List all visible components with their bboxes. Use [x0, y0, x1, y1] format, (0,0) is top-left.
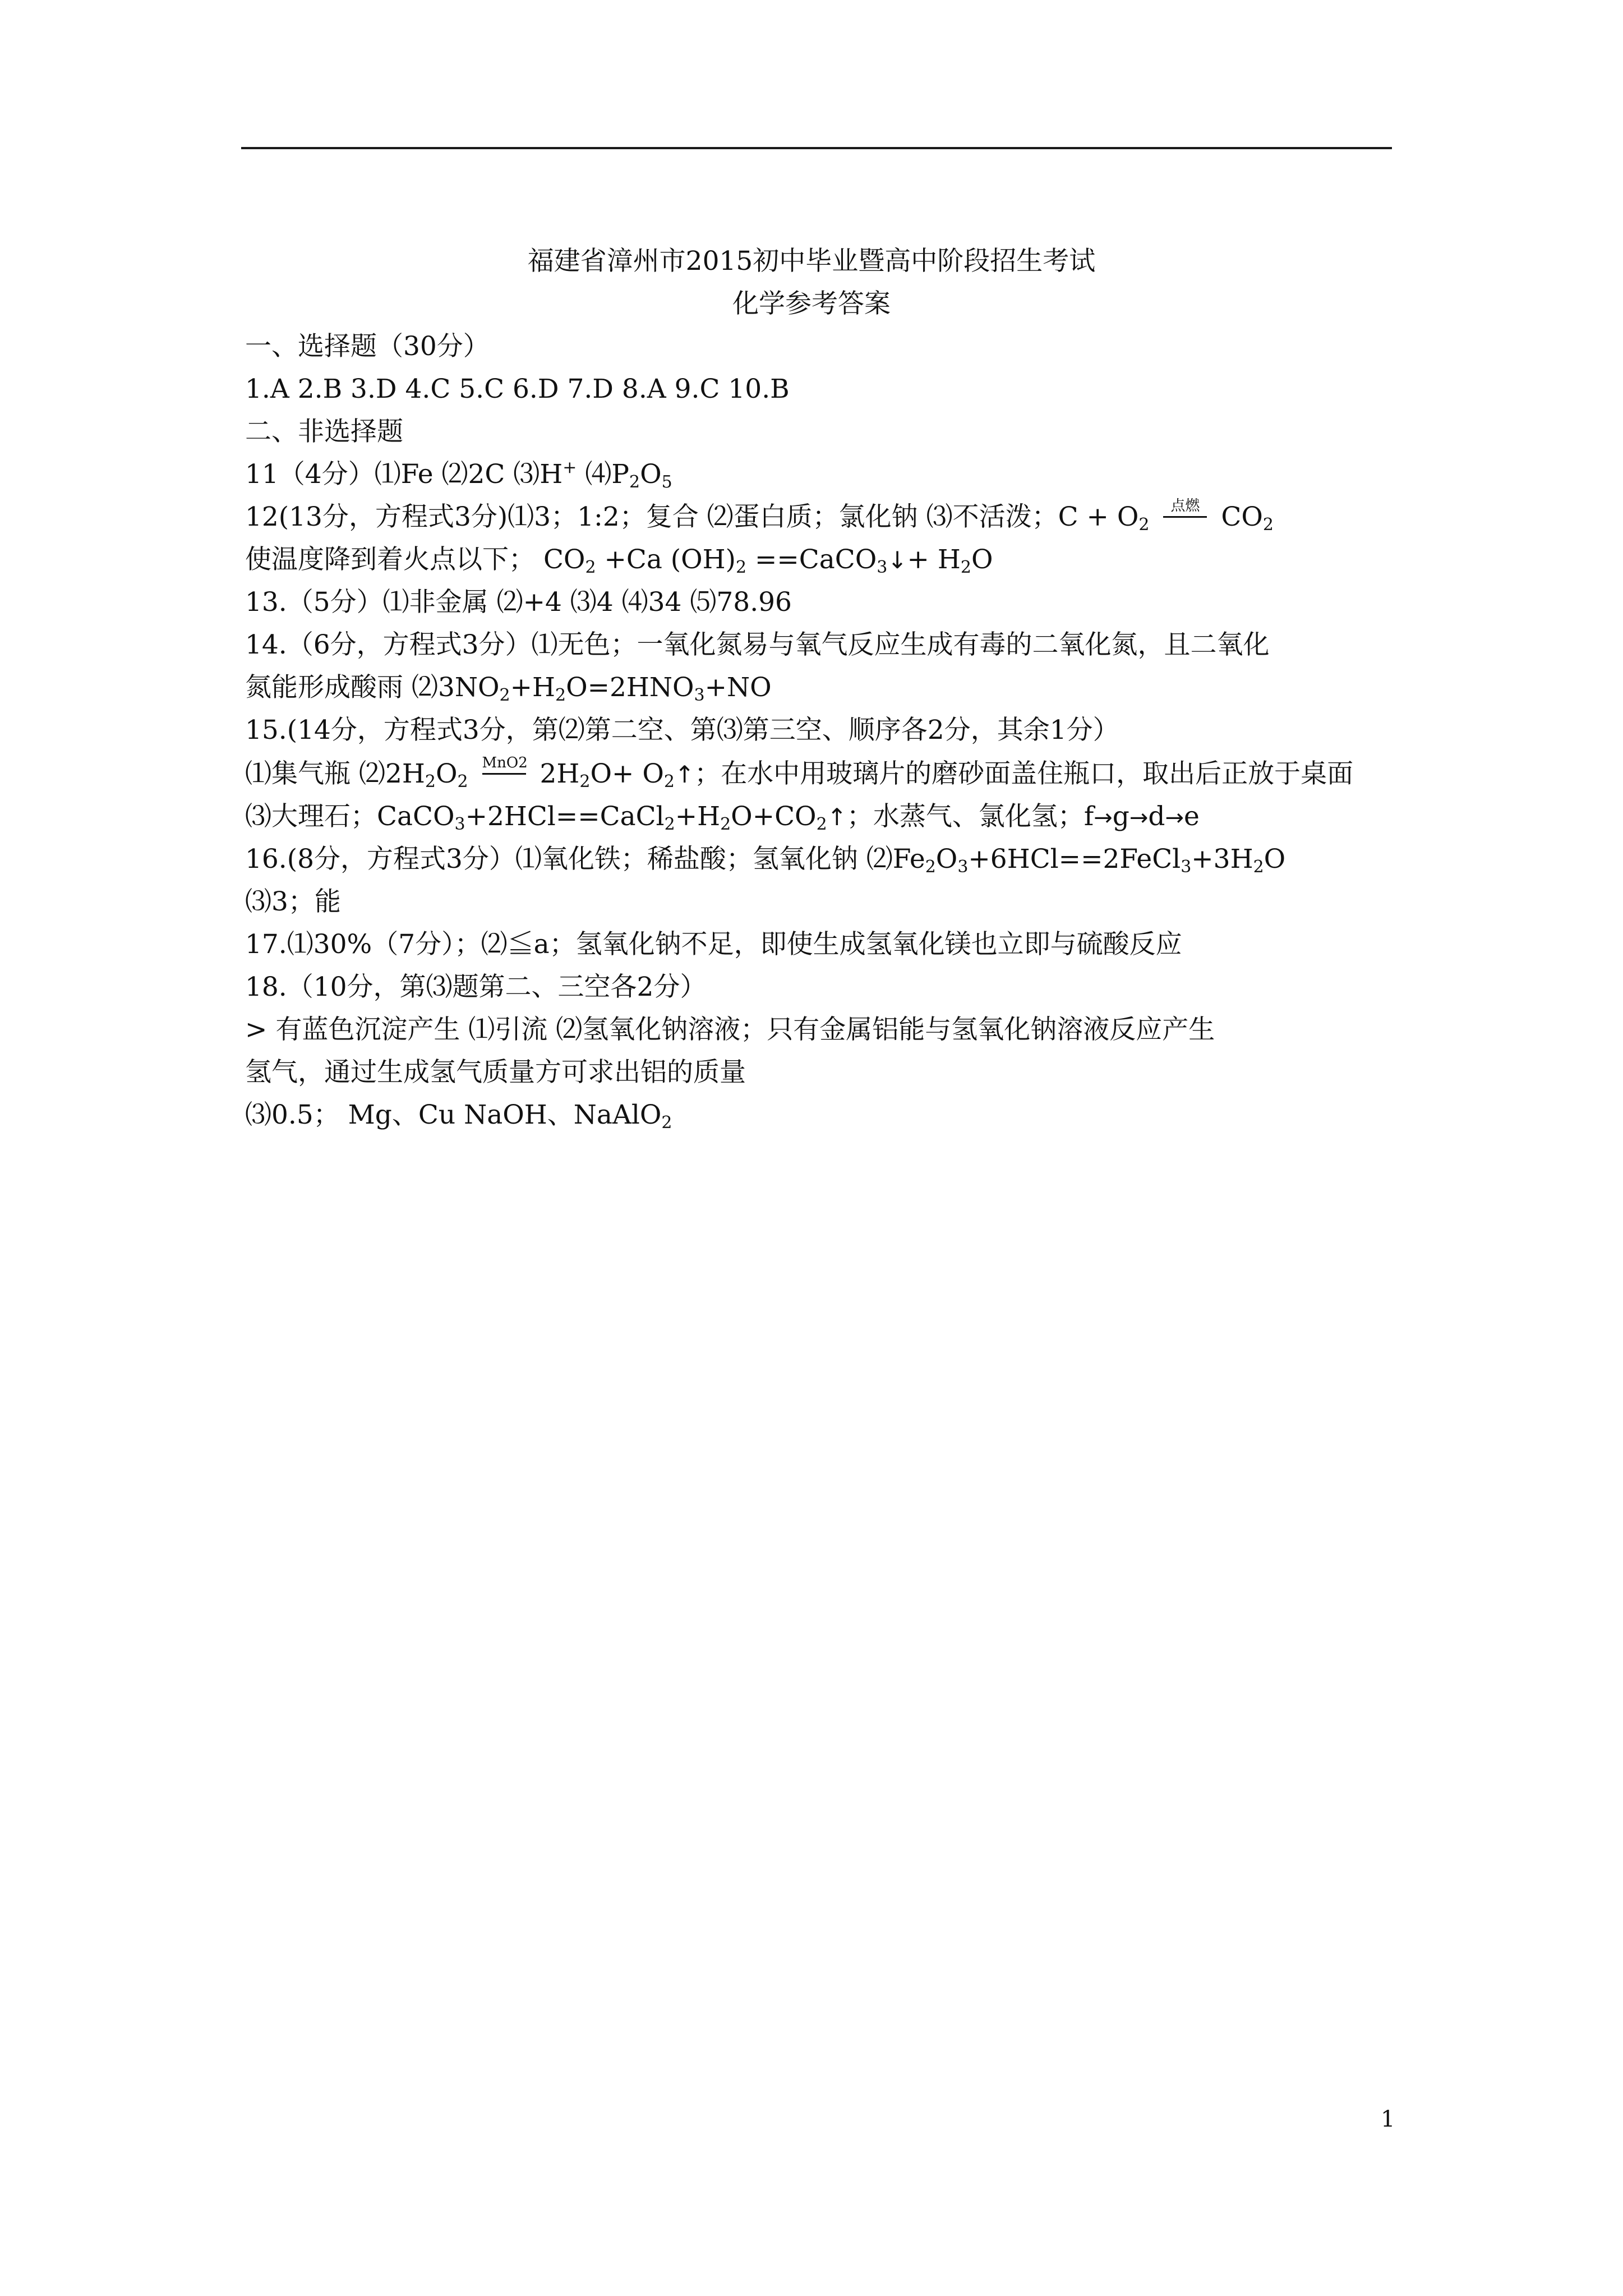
q15-g: g	[1112, 801, 1129, 832]
q14-sub: 3	[694, 685, 705, 705]
q15-sub: 2	[664, 815, 675, 834]
condition-bar	[482, 773, 526, 775]
q11-o: O	[640, 459, 662, 490]
q12-sub: 2	[585, 558, 596, 577]
q18-line4-a: ⑶0.5； Mg、Cu NaOH、NaAlO	[245, 1099, 662, 1130]
q15-line1: 15.(14分，方程式3分，第⑵第二空、第⑶第三空、顺序各2分，其余1分）	[245, 715, 1119, 746]
q16-line1-a: 16.(8分，方程式3分）⑴氧化铁；稀盐酸；氢氧化钠 ⑵Fe	[245, 844, 925, 875]
q16-line1-e: O	[1264, 844, 1286, 875]
q12-sub: 2	[1138, 515, 1150, 535]
q12-line2-b: +Ca (OH)	[596, 544, 736, 575]
q12-sub: 2	[735, 558, 747, 577]
q11-mid: ⑷P	[577, 459, 630, 490]
q15-line3-c: +H	[675, 801, 721, 832]
section1-heading: 一、选择题（30分）	[245, 331, 490, 362]
q13-answer: 13.（5分）⑴非金属 ⑵+4 ⑶4 ⑷34 ⑸78.96	[245, 587, 792, 618]
section1-answers: 1.A 2.B 3.D 4.C 5.C 6.D 7.D 8.A 9.C 10.B	[245, 374, 790, 404]
q14-line2	[245, 671, 772, 705]
q16-line1-d: +3H	[1191, 844, 1253, 875]
q15-sub: 2	[457, 772, 468, 792]
q15-line2-b: 2H	[540, 758, 580, 789]
q15-line2	[245, 754, 1354, 792]
q12-line1	[245, 500, 1274, 534]
q16-line1	[245, 843, 1285, 876]
right-arrow-icon: →	[1129, 805, 1149, 831]
reaction-condition	[482, 754, 528, 784]
q16-sub: 2	[1253, 857, 1264, 877]
q15-e: e	[1184, 801, 1200, 832]
q14-line2-a: 氮能形成酸雨 ⑵3NO	[245, 672, 500, 703]
q18-line1: 18.（10分，第⑶题第二、三空各2分）	[245, 972, 707, 1002]
condition-label: 点燃	[1170, 498, 1200, 514]
q12-line2-c: ==CaCO	[746, 544, 877, 575]
q12-sub: 2	[960, 558, 971, 577]
q12-line2-a: 使温度降到着火点以下； CO	[245, 544, 585, 575]
q12-sub: 2	[1262, 515, 1274, 535]
q18-sub: 2	[661, 1113, 672, 1133]
q12-line2-d: + H	[907, 544, 961, 575]
reaction-condition	[1163, 498, 1207, 527]
gas-arrow-icon: ↑	[827, 803, 847, 831]
q15-sub: 2	[720, 815, 731, 834]
q16-line2: ⑶3；能	[245, 886, 341, 917]
q16-sub: 3	[1181, 857, 1192, 877]
q15-line3-e: ；水蒸气、氯化氢；f	[846, 801, 1094, 832]
document-subtitle: 化学参考答案	[732, 288, 891, 319]
q15-o: O	[435, 758, 458, 789]
document-title: 福建省漳州市2015初中毕业暨高中阶段招生考试	[527, 246, 1096, 277]
q16-sub: 2	[925, 857, 936, 877]
q15-line2-d: ；在水中用玻璃片的磨砂面盖住瓶口，取出后正放于桌面	[694, 758, 1354, 789]
q15-line3-a: ⑶大理石；CaCO	[245, 801, 455, 832]
q15-line2-a: ⑴集气瓶 ⑵2H	[245, 758, 425, 789]
right-arrow-icon: →	[1165, 805, 1184, 831]
q14-sub: 2	[499, 685, 510, 705]
q12-text: 12(13分，方程式3分)⑴3；1:2；复合 ⑵蛋白质；氯化钠 ⑶不活泼；C + O	[245, 501, 1139, 532]
q14-line2-d: +NO	[704, 672, 772, 703]
q12-sub: 3	[877, 558, 888, 577]
q12-line2-e: O	[971, 544, 993, 575]
page-number: 1	[1381, 2106, 1395, 2132]
q14-line2-c: O=2HNO	[566, 672, 694, 703]
gas-arrow-icon: ↑	[674, 761, 695, 788]
q16-line1-c: +6HCl==2FeCl	[968, 844, 1181, 875]
q11-sub: 5	[661, 472, 672, 492]
q11-answer	[245, 458, 672, 491]
q18-line4	[245, 1098, 672, 1132]
q15-sub: 2	[816, 815, 827, 834]
condition-bar	[1163, 516, 1207, 518]
condition-label: MnO2	[482, 754, 528, 771]
q12-line2	[245, 543, 993, 577]
q11-sub: 2	[629, 472, 640, 492]
q14-line1: 14.（6分，方程式3分）⑴无色；一氧化氮易与氧气反应生成有毒的二氧化氮，且二氧化	[245, 629, 1270, 660]
q14-sub: 2	[555, 685, 566, 705]
q15-sub: 3	[454, 815, 465, 834]
precipitate-arrow-icon: ↓	[887, 546, 907, 574]
q15-line3	[245, 800, 1200, 835]
q15-sub: 2	[663, 772, 675, 792]
q15-line2-c: O+ O	[590, 758, 664, 789]
q15-line3-b: +2HCl==CaCl	[465, 801, 665, 832]
q11-prefix: 11（4分）⑴Fe ⑵2C ⑶H	[245, 459, 563, 490]
right-arrow-icon: →	[1094, 805, 1113, 831]
q18-line3: 氢气，通过生成氢气质量方可求出铝的质量	[245, 1057, 746, 1088]
q15-d: d	[1148, 801, 1165, 832]
q16-line1-b: O	[935, 844, 958, 875]
q15-sub: 2	[579, 772, 591, 792]
header-rule	[241, 147, 1392, 149]
q16-sub: 3	[957, 857, 969, 877]
section2-heading: 二、非选择题	[245, 416, 403, 447]
q15-sub: 2	[425, 772, 436, 792]
q14-line2-b: +H	[510, 672, 555, 703]
q12-co2: CO	[1221, 501, 1263, 532]
q18-line2: > 有蓝色沉淀产生 ⑴引流 ⑵氢氧化钠溶液；只有金属铝能与氢氧化钠溶液反应产生	[245, 1014, 1215, 1045]
q17-answer: 17.⑴30%（7分）；⑵≦a；氢氧化钠不足，即使生成氢氧化镁也立即与硫酸反应	[245, 929, 1182, 960]
q11-sup: +	[562, 458, 577, 477]
q15-line3-d: O+CO	[731, 801, 817, 832]
